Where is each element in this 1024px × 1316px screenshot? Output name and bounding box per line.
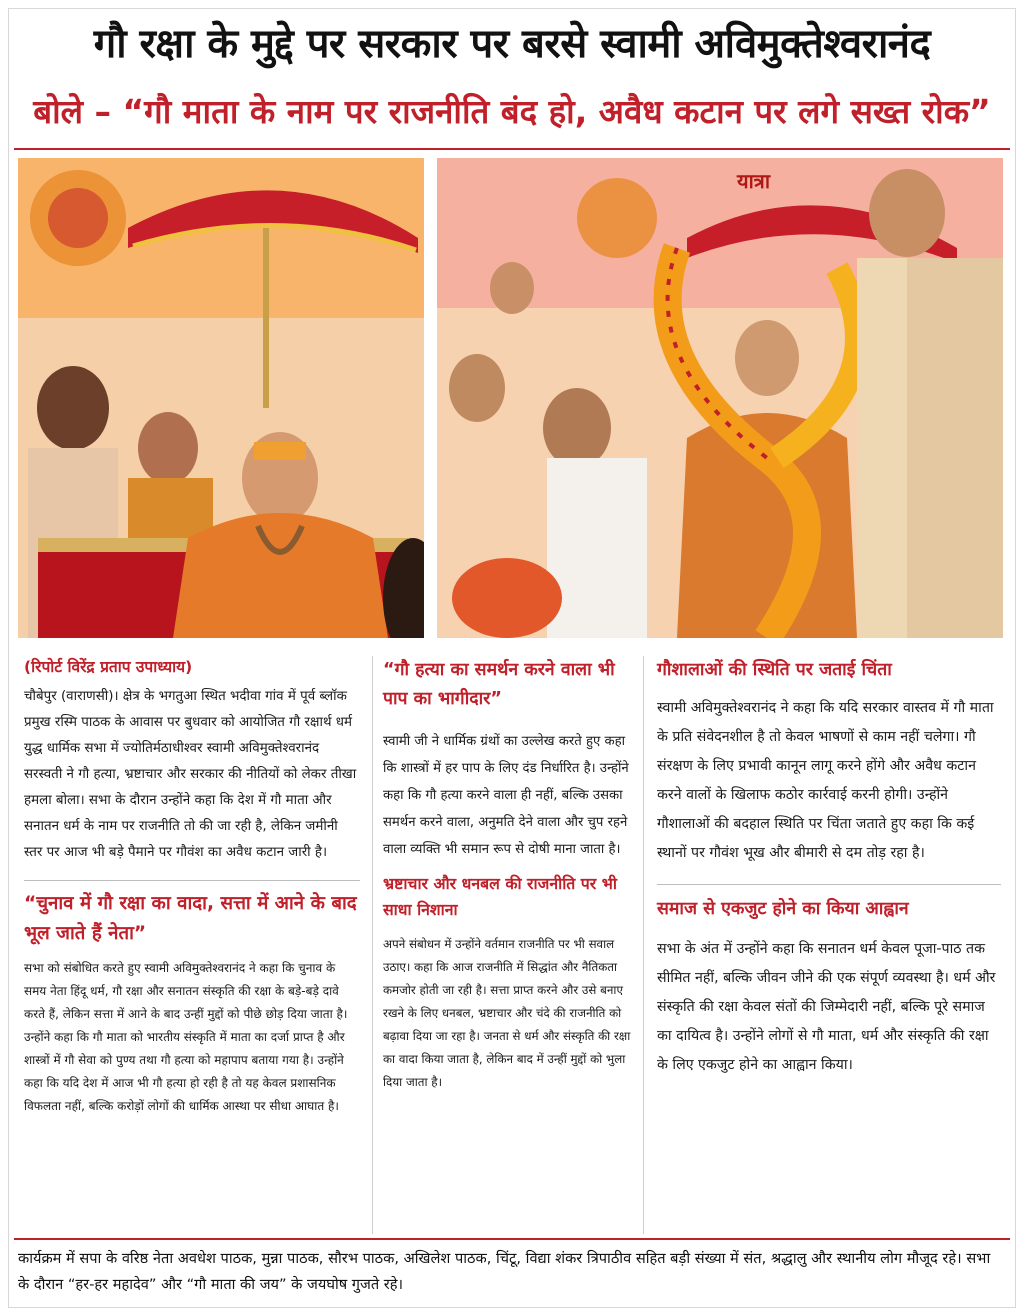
section-body-gaushala: स्वामी अविमुक्तेश्वरानंद ने कहा कि यदि सरकार वास्तव में गौ माता के प्रति संवेदनशील है तो केवल भाषणों से काम नहीं चलेगा। गौ संरक्षण के लिए प्रभावी कानून लागू करने होंगे और अवैध कटान करने वालों के खिलाफ कठोर कार्रवाई करनी होगी। उन्होंने गौशालाओं की बदहाल स्थिति पर चिंता जताते हुए कहा कि कई स्थानों पर गौवंश भूख और बीमारी से दम तोड़ रहा है।: [657, 700, 994, 861]
footer-attendees: कार्यक्रम में सपा के वरिष्ठ नेता अवधेश पाठक, मुन्ना पाठक, सौरभ पाठक, अखिलेश पाठक, चिंटू, विद्या शंकर त्रिपाठीव सहित बड़ी संख्या में संत, श्रद्धालु और स्थानीय लोग मौजूद रहे। सभा के दौरान “हर-हर महादेव” और “गौ माता की जय” के जयघोष गुजते रहे।: [18, 1250, 991, 1293]
column-1: [24, 656, 360, 1118]
section-heading-election-promise: “चुनाव में गौ रक्षा का वादा, सत्ता में आने के बाद भूल जाते हैं नेता”: [24, 893, 357, 944]
photo-seer-seated: [18, 158, 424, 638]
column-divider-2: [643, 656, 644, 1234]
section-heading-cow-slaughter-support: “गौ हत्या का समर्थन करने वाला भी पाप का भागीदार”: [383, 660, 615, 709]
section-body-election-promise: सभा को संबोधित करते हुए स्वामी अविमुक्तेश्वरानंद ने कहा कि चुनाव के समय नेता हिंदू धर्म, गौ रक्षा और सनातन संस्कृति की रक्षा के बड़े-बड़े दावे करते हैं, लेकिन सत्ता में आने के बाद उन्हीं मुद्दों को पीछे छोड़ दिया जाता है। उन्होंने कहा कि गौ माता को भारतीय संस्कृति में माता का दर्जा प्राप्त है और शास्त्रों में गौ सेवा को पुण्य तथा गौ हत्या को महापाप बताया गया है। उन्होंने कहा कि यदि देश में आज भी गौ हत्या हो रही है तो यह केवल प्रशासनिक विफलता नहीं, बल्कि करोड़ों लोगों की धार्मिक आस्था पर सीधा आघात है।: [24, 961, 348, 1113]
section-heading-unity-appeal: समाज से एकजुट होने का किया आह्वान: [657, 899, 909, 919]
section-divider: [657, 884, 1001, 885]
column-divider-1: [372, 656, 373, 1234]
footer-divider: [14, 1238, 1010, 1240]
section-body-corruption: अपने संबोधन में उन्होंने वर्तमान राजनीति पर भी सवाल उठाए। कहा कि आज राजनीति में सिद्धांत और नैतिकता कमजोर होती जा रही है। सत्ता प्राप्त करने और उसे बनाए रखने के लिए धनबल, भ्रष्टाचार और चंदे की राजनीति को बढ़ावा दिया जा रहा है। जनता से धर्म और संस्कृति की रक्षा का वादा किया जाता है, लेकिन बाद में उन्हीं मुद्दों को भुला दिया जाता है।: [383, 937, 631, 1089]
column-3: [657, 656, 1001, 1080]
banner-text: यात्रा: [737, 169, 770, 193]
section-heading-corruption: भ्रष्टाचार और धनबल की राजनीति पर भी साधा निशाना: [383, 874, 617, 919]
subheadline: बोले – “गौ माता के नाम पर राजनीति बंद हो, अवैध कटान पर लगे सख्त रोक”: [33, 92, 991, 131]
section-body-unity-appeal: सभा के अंत में उन्होंने कहा कि सनातन धर्म केवल पूजा-पाठ तक सीमित नहीं, बल्कि जीवन जीने की एक संपूर्ण व्यवस्था है। धर्म और संस्कृति की रक्षा केवल संतों की जिम्मेदारी नहीं, बल्कि पूरे समाज का दायित्व है। उन्होंने लोगों से गौ माता, धर्म और संस्कृति की रक्षा के लिए एकजुट होने का आह्वान किया।: [657, 941, 996, 1073]
section-body-cow-slaughter-support: स्वामी जी ने धार्मिक ग्रंथों का उल्लेख करते हुए कहा कि शास्त्रों में हर पाप के लिए दंड निर्धारित है। उन्होंने कहा कि गौ हत्या करने वाला ही नहीं, बल्कि उसका समर्थन करने वाला, अनुमति देने वाला और चुप रहने वाला व्यक्ति भी समान रूप से दोषी माना जाता है।: [383, 734, 629, 857]
photo-garlanding: [437, 158, 1003, 638]
article-intro: चौबेपुर (वाराणसी)। क्षेत्र के भगतुआ स्थित भदीवा गांव में पूर्व ब्लॉक प्रमुख रस्मि पाठक के आवास पर बुधवार को आयोजित गौ रक्षार्थ धर्म युद्ध धार्मिक सभा में ज्योतिर्मठाधीश्वर स्वामी अविमुक्तेश्वरानंद सरस्वती ने गौ हत्या, भ्रष्टाचार और सरकार की नीतियों को लेकर तीखा हमला बोला। सभा के दौरान उन्होंने कहा कि देश में गौ माता और सनातन धर्म के नाम पर राजनीति तो की जा रही है, लेकिन जमीनी स्तर पर आज भी बड़े पैमाने पर गौवंश का अवैध कटान जारी है।: [24, 689, 357, 860]
headline: गौ रक्षा के मुद्दे पर सरकार पर बरसे स्वामी अविमुक्तेश्वरानंद: [93, 21, 931, 67]
byline: (रिपोर्ट विरेंद्र प्रताप उपाध्याय): [24, 658, 193, 676]
column-2: [383, 656, 631, 1094]
section-heading-gaushala: गौशालाओं की स्थिति पर जताई चिंता: [657, 660, 892, 680]
section-divider: [24, 880, 360, 881]
header-divider: [14, 148, 1010, 150]
